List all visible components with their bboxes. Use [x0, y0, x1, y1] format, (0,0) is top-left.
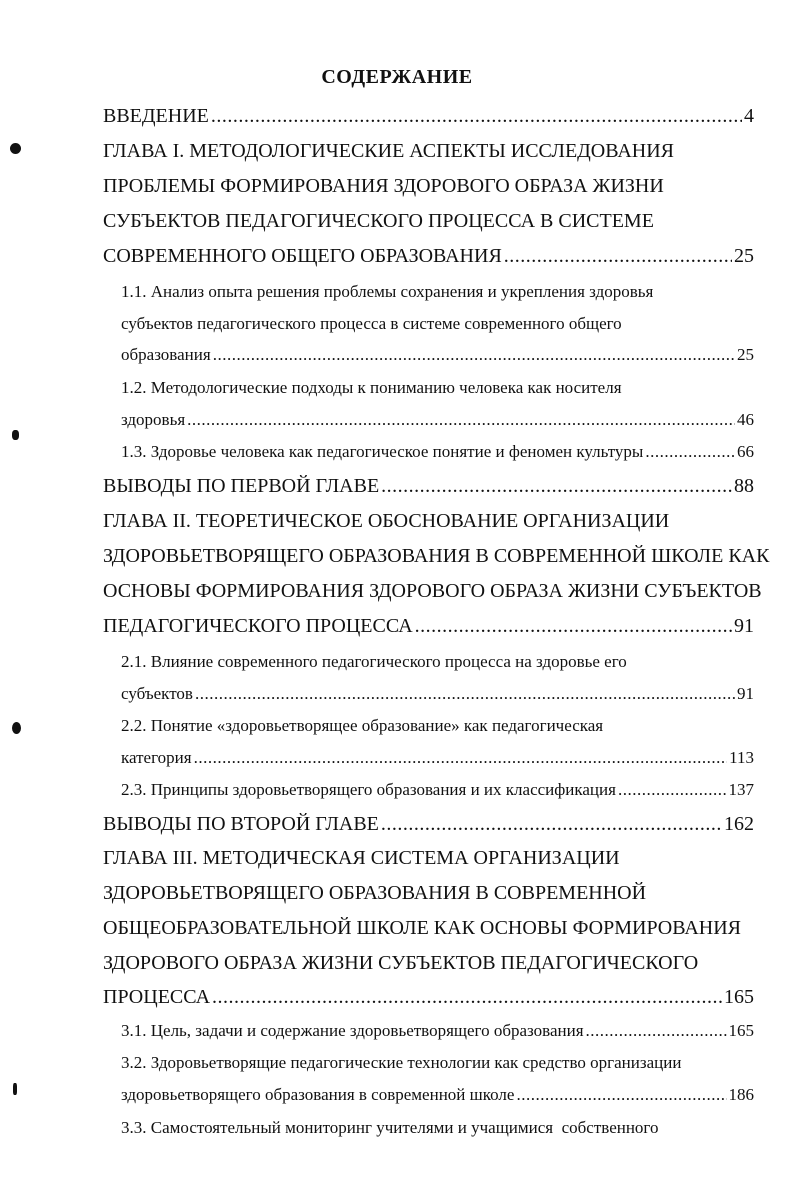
toc-page: 4	[744, 105, 754, 127]
toc-line	[103, 471, 754, 501]
toc-line	[103, 136, 674, 166]
toc-text: ГЛАВА II. ТЕОРЕТИЧЕСКОЕ ОБОСНОВАНИЕ ОРГАНИЗАЦИИ	[103, 510, 670, 532]
toc-line	[121, 679, 754, 709]
scan-mark	[13, 1083, 17, 1095]
toc-line	[103, 576, 762, 606]
toc-line	[121, 1048, 681, 1078]
toc-text: субъектов	[121, 684, 193, 703]
toc-text: ЗДОРОВЬЕТВОРЯЩЕГО ОБРАЗОВАНИЯ В СОВРЕМЕННОЙ	[103, 882, 647, 904]
toc-page: 91	[737, 684, 754, 703]
leader-dots	[194, 743, 728, 773]
toc-line	[121, 373, 622, 403]
toc-page: 165	[724, 986, 754, 1008]
toc-line	[121, 775, 754, 805]
toc-text: ВЫВОДЫ ПО ПЕРВОЙ ГЛАВЕ	[103, 475, 380, 497]
toc-text: ОБЩЕОБРАЗОВАТЕЛЬНОЙ ШКОЛЕ КАК ОСНОВЫ ФОРМИРОВАНИЯ	[103, 917, 741, 939]
toc-line	[121, 1113, 658, 1143]
toc-text: 3.3. Самостоятельный мониторинг учителями и учащимися собственного	[121, 1118, 659, 1137]
toc-line	[103, 913, 741, 943]
leader-dots	[504, 241, 732, 271]
toc-line	[103, 948, 698, 978]
toc-page: 25	[734, 245, 754, 267]
toc-text: 1.3. Здоровье человека как педагогическое понятие и феномен культуры	[121, 442, 644, 461]
toc-text: 2.3. Принципы здоровьетворящего образования и их классификация	[121, 780, 616, 799]
toc-text: 3.1. Цель, задачи и содержание здоровьетворящего образования	[121, 1021, 584, 1040]
toc-text: 3.2. Здоровьетворящие педагогические технологии как средство организации	[121, 1053, 682, 1072]
leader-dots	[212, 982, 722, 1012]
toc-line	[103, 541, 769, 571]
page-title: СОДЕРЖАНИЕ	[321, 66, 473, 88]
toc-page: 137	[728, 780, 754, 799]
toc-line	[103, 843, 620, 873]
leader-dots	[415, 611, 732, 641]
toc-text: ПРОБЛЕМЫ ФОРМИРОВАНИЯ ЗДОРОВОГО ОБРАЗА ЖИЗНИ	[103, 175, 664, 197]
toc-line	[103, 982, 754, 1012]
toc-text: 2.1. Влияние современного педагогического процесса на здоровье его	[121, 652, 627, 671]
leader-dots	[213, 340, 735, 370]
toc-page: 25	[737, 345, 754, 364]
toc-line	[103, 206, 654, 236]
scan-mark	[12, 430, 19, 440]
toc-line	[121, 743, 754, 773]
toc-line	[121, 1016, 754, 1046]
toc-page: 88	[734, 475, 754, 497]
toc-text: ПЕДАГОГИЧЕСКОГО ПРОЦЕССА	[103, 615, 413, 637]
toc-text: ГЛАВА III. МЕТОДИЧЕСКАЯ СИСТЕМА ОРГАНИЗАЦИИ	[103, 847, 620, 869]
toc-line	[103, 611, 754, 641]
toc-text: здоровьетворящего образования в современной школе	[121, 1085, 515, 1104]
toc-text: субъектов педагогического процесса в системе современного общего	[121, 314, 622, 333]
toc-text: ЗДОРОВЬЕТВОРЯЩЕГО ОБРАЗОВАНИЯ В СОВРЕМЕННОЙ ШКОЛЕ КАК	[103, 545, 770, 567]
toc-line	[121, 1080, 754, 1110]
leader-dots	[195, 679, 735, 709]
toc-text: СУБЪЕКТОВ ПЕДАГОГИЧЕСКОГО ПРОЦЕССА В СИСТЕМЕ	[103, 210, 654, 232]
toc-line	[103, 809, 754, 839]
toc-line	[121, 647, 627, 677]
toc-page: 165	[728, 1021, 754, 1040]
leader-dots	[586, 1016, 727, 1046]
toc-line	[121, 309, 622, 339]
toc-page: 162	[724, 813, 754, 835]
toc-text: 2.2. Понятие «здоровьетворящее образование» как педагогическая	[121, 716, 604, 735]
toc-page: 46	[737, 410, 754, 429]
toc-text: 1.1. Анализ опыта решения проблемы сохранения и укрепления здоровья	[121, 282, 654, 301]
toc-line	[121, 405, 754, 435]
toc-text: ВЫВОДЫ ПО ВТОРОЙ ГЛАВЕ	[103, 813, 379, 835]
toc-line	[121, 340, 754, 370]
toc-page: 113	[729, 748, 754, 767]
leader-dots	[187, 405, 735, 435]
toc-text: ОСНОВЫ ФОРМИРОВАНИЯ ЗДОРОВОГО ОБРАЗА ЖИЗНИ СУБЪЕКТОВ	[103, 580, 762, 602]
toc-text: ЗДОРОВОГО ОБРАЗА ЖИЗНИ СУБЪЕКТОВ ПЕДАГОГИЧЕСКОГО	[103, 952, 699, 974]
scan-mark	[12, 722, 21, 734]
toc-text: СОВРЕМЕННОГО ОБЩЕГО ОБРАЗОВАНИЯ	[103, 245, 502, 267]
toc-line	[121, 711, 603, 741]
toc-line	[103, 878, 646, 908]
toc-line	[121, 437, 754, 467]
toc-page: 66	[737, 442, 754, 461]
toc-page: 186	[728, 1085, 754, 1104]
toc-text: ПРОЦЕССА	[103, 986, 211, 1008]
toc-line	[103, 506, 669, 536]
leader-dots	[381, 809, 722, 839]
toc-text: здоровья	[121, 410, 186, 429]
leader-dots	[618, 775, 727, 805]
toc-text: 1.2. Методологические подходы к пониманию человека как носителя	[121, 378, 622, 397]
toc-text: категория	[121, 748, 192, 767]
scan-mark	[10, 143, 21, 154]
toc-line	[103, 101, 754, 131]
leader-dots	[381, 471, 732, 501]
toc-text: образования	[121, 345, 211, 364]
toc-line	[103, 241, 754, 271]
toc-page: 91	[734, 615, 754, 637]
leader-dots	[211, 101, 742, 131]
toc-line	[103, 171, 664, 201]
leader-dots	[516, 1080, 726, 1110]
leader-dots	[645, 437, 735, 467]
toc-text: ВВЕДЕНИЕ	[103, 105, 209, 127]
toc-text: ГЛАВА I. МЕТОДОЛОГИЧЕСКИЕ АСПЕКТЫ ИССЛЕДОВАНИЯ	[103, 140, 674, 162]
toc-line	[121, 277, 653, 307]
